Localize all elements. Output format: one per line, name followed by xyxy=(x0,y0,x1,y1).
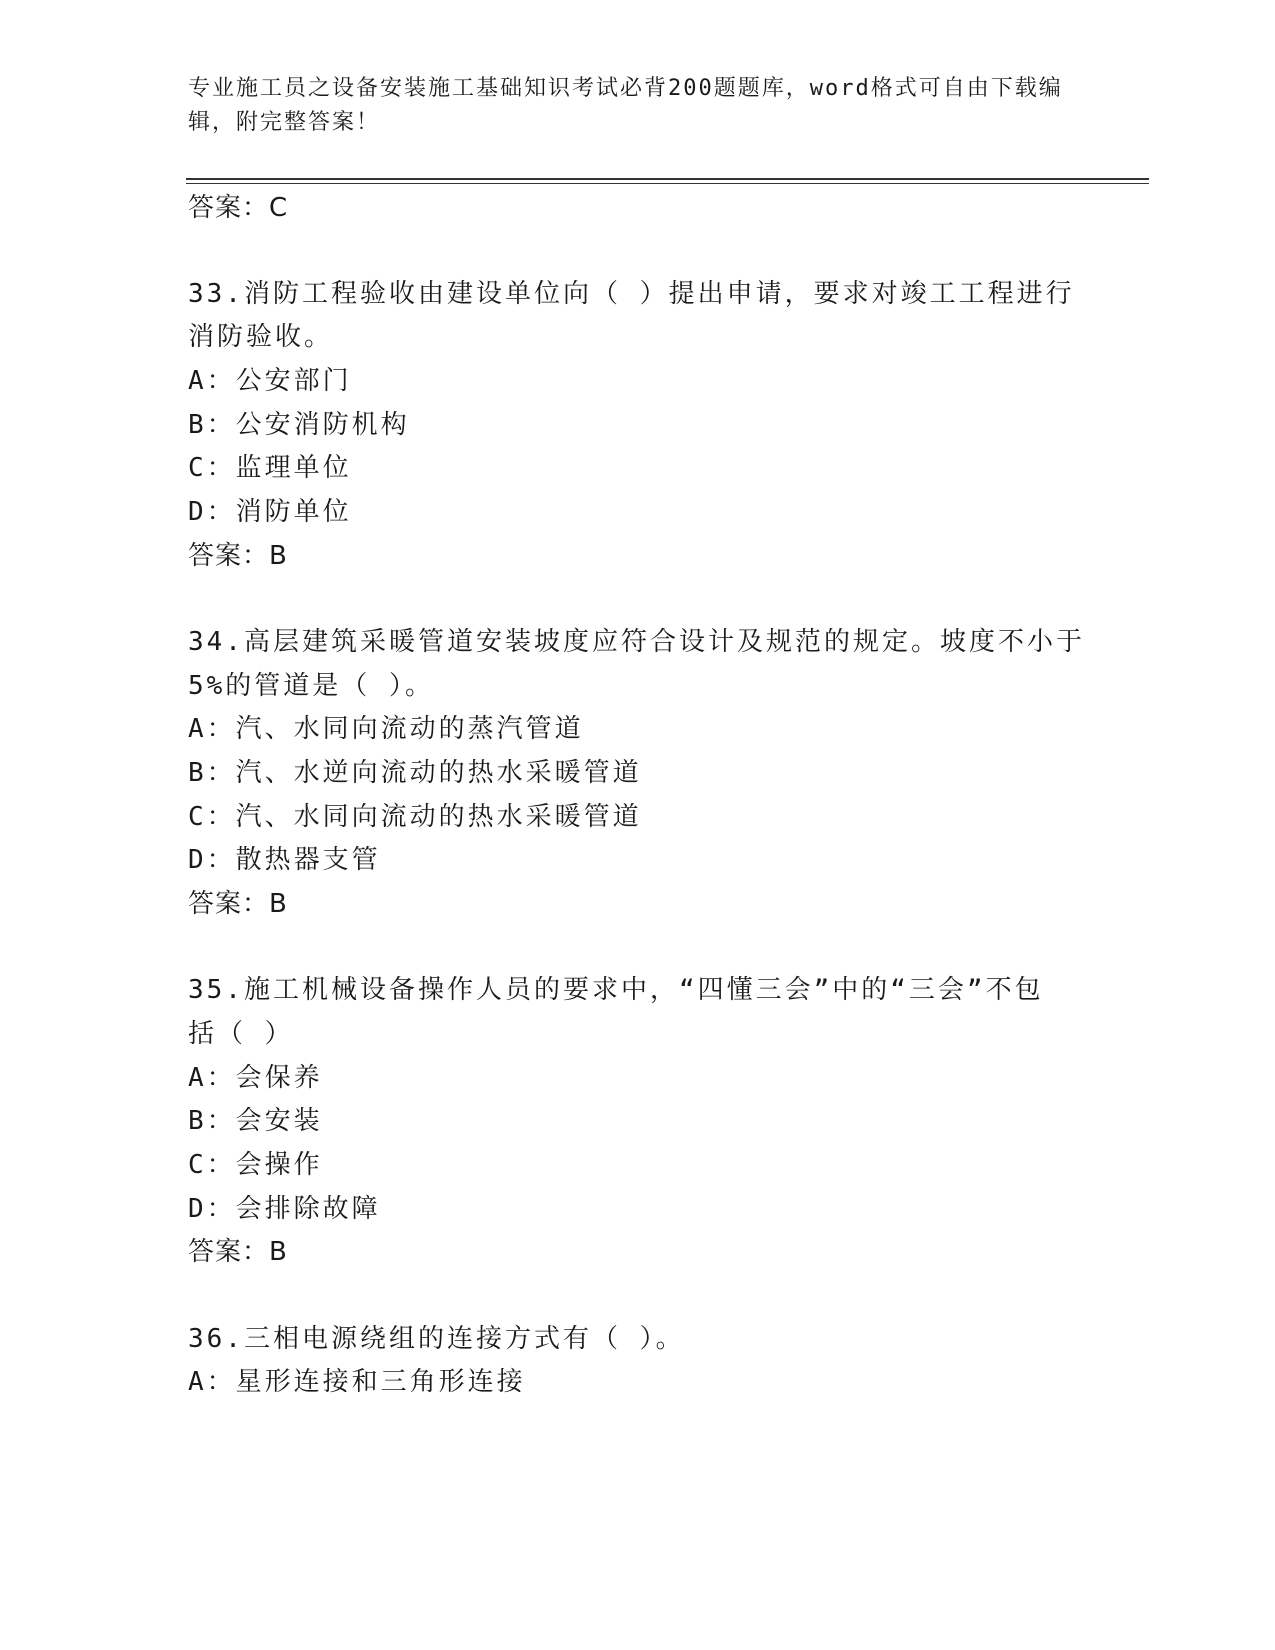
question-35-text-cont: 括（ ） xyxy=(188,1019,294,1049)
question-34-option-d: D：散热器支管 xyxy=(188,845,381,875)
question-35-option-c: C：会操作 xyxy=(188,1150,323,1180)
question-33-option-b: B：公安消防机构 xyxy=(188,410,410,440)
question-35-answer: 答案：B xyxy=(188,1237,288,1267)
question-33-text-cont: 消防验收。 xyxy=(188,322,334,352)
question-35-option-d: D：会排除故障 xyxy=(188,1194,381,1224)
question-35-option-a: A：会保养 xyxy=(188,1063,323,1093)
question-33-text: 33.消防工程验收由建设单位向（ ）提出申请，要求对竣工工程进行 xyxy=(188,279,1075,309)
header-divider-secondary xyxy=(186,183,1149,184)
question-36-text: 36.三相电源绕组的连接方式有（ ）。 xyxy=(188,1324,685,1354)
question-34-option-b: B：汽、水逆向流动的热水采暖管道 xyxy=(188,758,642,788)
question-34-text-cont: 5%的管道是（ ）。 xyxy=(188,671,434,701)
question-34-option-c: C：汽、水同向流动的热水采暖管道 xyxy=(188,802,642,832)
question-35-text: 35.施工机械设备操作人员的要求中，“四懂三会”中的“三会”不包 xyxy=(188,975,1044,1005)
question-35-option-b: B：会安装 xyxy=(188,1106,323,1136)
question-34-option-a: A：汽、水同向流动的蒸汽管道 xyxy=(188,714,584,744)
question-33-option-c: C：监理单位 xyxy=(188,453,352,483)
document-header: 专业施工员之设备安装施工基础知识考试必背200题题库，word格式可自由下载编辑，附完整答案！ xyxy=(188,76,1063,135)
question-36-option-a: A：星形连接和三角形连接 xyxy=(188,1367,526,1397)
header-divider xyxy=(186,178,1149,180)
question-33-answer: 答案：B xyxy=(188,541,288,571)
question-33-option-d: D：消防单位 xyxy=(188,497,352,527)
question-34-text: 34.高层建筑采暖管道安装坡度应符合设计及规范的规定。坡度不小于 xyxy=(188,627,1085,657)
question-33-option-a: A：公安部门 xyxy=(188,366,352,396)
answer-line: 答案：C xyxy=(188,193,289,223)
question-34-answer: 答案：B xyxy=(188,889,288,919)
